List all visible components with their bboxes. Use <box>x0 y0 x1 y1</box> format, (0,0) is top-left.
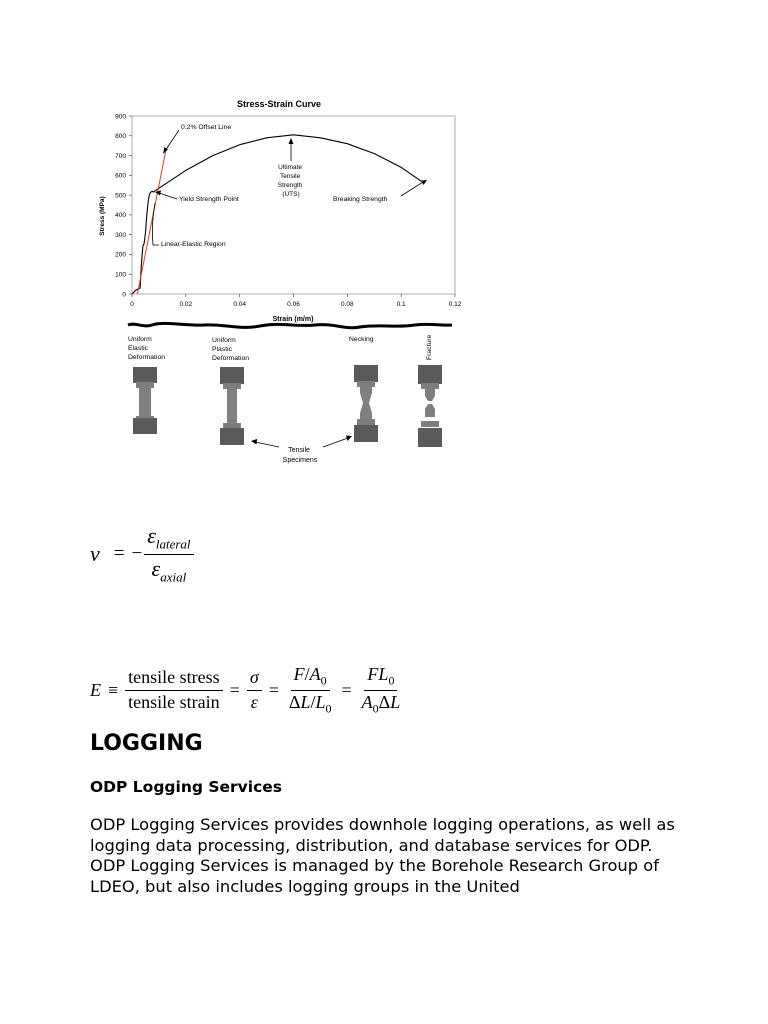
elongation-per-length <box>286 691 335 716</box>
axial-epsilon: ε <box>151 555 161 581</box>
poissons-ratio-equation <box>90 524 194 584</box>
minus-sign: − <box>131 543 143 565</box>
yield-label: Yield Strength Point <box>179 196 239 203</box>
offset-line-label: 0.2% Offset Line <box>181 124 232 131</box>
chart-annotations <box>152 124 427 248</box>
y-tick-label: 700 <box>115 152 126 160</box>
nu-symbol: ν <box>90 541 100 567</box>
stage-uniform-elastic-line-1: Uniform <box>128 336 152 343</box>
y-tick-label: 300 <box>115 231 126 239</box>
y-tick-label: 500 <box>115 192 126 200</box>
offset-line <box>137 152 165 294</box>
uts-line-4: (UTS) <box>282 191 300 198</box>
lateral-subscript: lateral <box>155 536 191 552</box>
lateral-strain <box>144 524 193 555</box>
area-subscript-2: 0 <box>372 701 379 716</box>
yield-arrow <box>159 193 177 199</box>
uts-label <box>278 164 304 198</box>
force-symbol: F <box>293 664 305 684</box>
equals-sign-1: = <box>229 679 240 700</box>
specimens-arrow-left <box>255 442 279 447</box>
force-symbol-2: F <box>367 664 379 684</box>
x-tick-label: 0.08 <box>341 301 354 308</box>
sigma-over-epsilon <box>247 668 262 713</box>
length-symbol-1: L <box>300 691 311 712</box>
plot-area <box>132 116 455 294</box>
stress-strain-curve <box>132 135 421 294</box>
force-per-area <box>291 665 330 691</box>
area-subscript: 0 <box>320 673 327 688</box>
x-tick-label: 0.06 <box>287 301 300 308</box>
specimen-necking <box>354 365 378 442</box>
force-length-product <box>364 665 397 691</box>
stage-uniform-plastic-line-3: Deformation <box>212 355 250 362</box>
y-tick-label: 600 <box>115 172 126 180</box>
delta-symbol-2: Δ <box>378 691 391 712</box>
modulus-symbol: E <box>90 679 101 700</box>
length-subscript-1: 0 <box>325 701 332 716</box>
tensile-stress-text: tensile stress <box>125 668 223 691</box>
y-axis-label: Stress (MPa) <box>99 196 106 236</box>
specimens-arrow-right <box>323 438 348 447</box>
x-tick-label: 0.12 <box>448 301 462 308</box>
stage-necking: Necking <box>349 336 374 343</box>
epsilon-symbol: ε <box>250 691 258 712</box>
stage-uniform-plastic-line-2: Plastic <box>212 346 233 353</box>
stage-uniform-elastic-line-3: Deformation <box>128 354 166 361</box>
specimen-fracture <box>418 365 442 447</box>
stage-uniform-elastic-line-2: Elastic <box>128 345 149 352</box>
y-tick-label: 900 <box>115 113 126 121</box>
y-tick-label: 800 <box>115 133 126 141</box>
stage-uniform-plastic <box>212 337 249 362</box>
stage-fracture: Fracture <box>426 334 433 360</box>
strain-ratio-fraction <box>144 524 193 584</box>
linear-elastic-bracket <box>152 203 159 245</box>
body-paragraph: ODP Logging Services provides downhole logging operations, as well as logging data processing, distribution, and database services for ODP. ODP Logging Services is managed by the Borehole Research Group of LDEO, but also includes logging groups in the United <box>90 815 675 896</box>
stage-labels <box>128 334 433 362</box>
stage-uniform-elastic <box>128 336 165 361</box>
equivalence-sign: ≡ <box>108 679 119 700</box>
length-symbol-4: L <box>390 691 401 712</box>
area-elongation-product <box>359 691 404 716</box>
force-area-over-elongation <box>286 665 335 716</box>
specimen-uniform-elastic <box>133 367 157 434</box>
slash-symbol-2: / <box>310 691 316 712</box>
delta-symbol-1: Δ <box>288 691 301 712</box>
length-subscript-2: 0 <box>388 673 395 688</box>
specimens-arrowhead-left <box>251 439 257 445</box>
simplified-fraction <box>359 665 404 716</box>
length-symbol-3: L <box>378 664 389 684</box>
area-symbol: A <box>309 664 321 684</box>
section-subheading: ODP Logging Services <box>90 778 283 796</box>
area-symbol-2: A <box>361 691 373 712</box>
youngs-modulus-equation <box>90 665 403 716</box>
stress-strain-figure <box>95 95 470 470</box>
y-tick-label: 0 <box>122 291 126 299</box>
x-tick-label: 0 <box>130 301 134 308</box>
yield-arrowhead <box>155 191 161 196</box>
specimen-uniform-plastic <box>220 367 244 445</box>
lateral-epsilon: ε <box>147 523 156 548</box>
slash-symbol-1: / <box>304 664 310 684</box>
breaking-arrow <box>401 182 423 196</box>
uts-line-1: Ultimate <box>278 164 303 171</box>
y-axis-ticks <box>115 113 132 298</box>
stage-separator <box>128 323 452 327</box>
specimens-arrowhead-right <box>346 436 352 442</box>
equals-sign: = <box>113 543 125 565</box>
section-heading: LOGGING <box>90 731 203 756</box>
linear-elastic-label: Linear-Elastic Region <box>161 241 226 248</box>
sigma-symbol: σ <box>247 668 262 691</box>
specimens-label-line-2: Specimens <box>282 457 318 464</box>
equals-sign-3: = <box>341 679 352 700</box>
equals-sign-2: = <box>268 679 279 700</box>
x-axis-ticks <box>130 294 462 308</box>
specimens-label <box>283 447 318 464</box>
length-symbol-2: L <box>315 691 326 712</box>
tensile-strain-text: tensile strain <box>128 691 220 712</box>
y-tick-label: 200 <box>115 251 126 259</box>
x-tick-label: 0.02 <box>179 301 193 308</box>
uts-arrowhead <box>289 138 294 144</box>
uts-line-3: Strength <box>277 182 303 189</box>
axial-strain <box>149 555 190 585</box>
uts-line-2: Tensile <box>279 173 301 180</box>
breaking-label: Breaking Strength <box>333 196 388 203</box>
axial-subscript: axial <box>160 569 187 585</box>
offset-line-arrow <box>165 130 179 151</box>
x-axis-label: Strain (m/m) <box>272 316 314 323</box>
y-tick-label: 400 <box>115 212 126 220</box>
chart-series <box>132 135 421 294</box>
x-tick-label: 0.04 <box>233 301 246 308</box>
stress-over-strain-words <box>125 668 223 713</box>
specimens-label-line-1: Tensile <box>288 447 310 454</box>
y-tick-label: 100 <box>115 271 126 279</box>
stage-uniform-plastic-line-1: Uniform <box>212 337 236 344</box>
chart-title: Stress-Strain Curve <box>236 99 322 109</box>
x-tick-label: 0.1 <box>396 301 406 308</box>
